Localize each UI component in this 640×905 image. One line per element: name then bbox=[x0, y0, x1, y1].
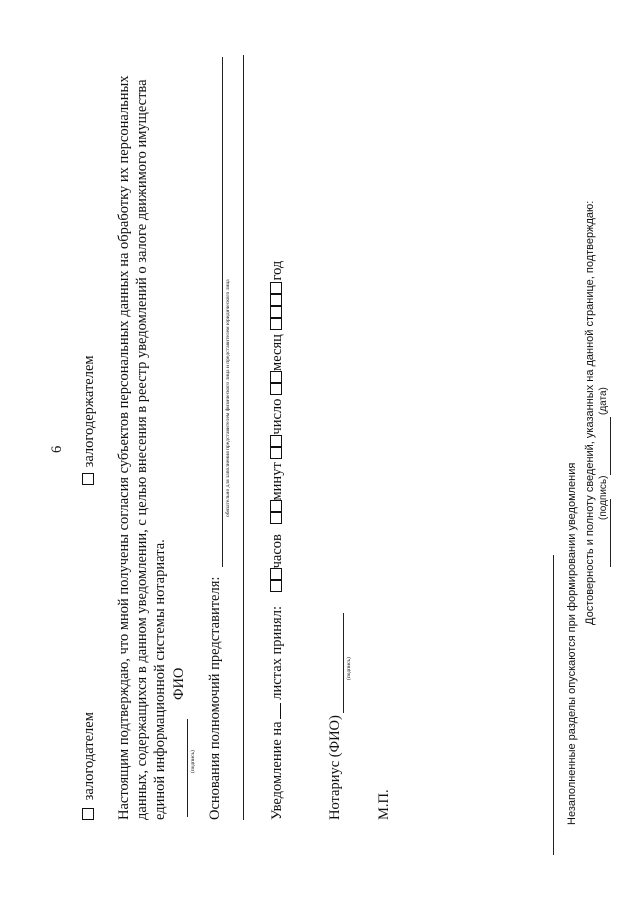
fio-label: ФИО bbox=[171, 667, 187, 700]
pledgor-checkbox[interactable] bbox=[82, 808, 94, 820]
day-digit-1[interactable] bbox=[270, 447, 282, 459]
consent-line-2: данных, содержащихся в данном уведомлении, с целью внесения в реестр уведомлений о залоге движимого имущества bbox=[134, 79, 150, 820]
consent-signature-line bbox=[187, 719, 188, 817]
omitted-sections-note: Незаполненные разделы опускаются при формировании уведомления bbox=[566, 462, 578, 825]
representative-basis-label: Основания полномочий представителя: bbox=[207, 576, 223, 820]
pledgor-label: залогодателем bbox=[81, 712, 97, 801]
month-label: месяц bbox=[269, 334, 285, 371]
consent-line-1: Настоящим подтверждаю, что мной получены согласия субъектов персональных данных на обработку их персональных bbox=[116, 75, 132, 820]
month-digit-2[interactable] bbox=[270, 371, 282, 383]
notary-fio-line[interactable] bbox=[343, 613, 344, 713]
acceptance-prefix: Уведомление на bbox=[269, 721, 285, 820]
representative-basis-line[interactable] bbox=[222, 57, 223, 567]
footer-divider bbox=[553, 555, 554, 855]
notary-label: Нотариус (ФИО) bbox=[327, 715, 343, 820]
seal-placeholder: М.П. bbox=[376, 789, 392, 820]
footer-signature-caption: (подпись) bbox=[598, 475, 609, 520]
section-divider bbox=[243, 55, 244, 820]
hours-digit-2[interactable] bbox=[270, 568, 282, 580]
representative-note: обязательно для заполнения представителем физического лица и представителем юридического лица bbox=[225, 279, 231, 517]
sheets-label: листах принял: bbox=[269, 606, 285, 700]
footer-date-caption: (дата) bbox=[598, 387, 609, 415]
year-digit-4[interactable] bbox=[270, 283, 282, 295]
page-number: 6 bbox=[49, 445, 65, 453]
pledgee-option[interactable] bbox=[80, 355, 99, 485]
confirmation-text: Достоверность и полноту сведений, указанных на данной странице, подтверждаю: bbox=[584, 200, 596, 625]
month-digit-1[interactable] bbox=[270, 383, 282, 395]
consent-signature-caption: (подпись) bbox=[190, 750, 196, 773]
day-label: число bbox=[269, 398, 285, 435]
hours-label: часов bbox=[269, 534, 285, 569]
year-digit-1[interactable] bbox=[270, 319, 282, 331]
year-digit-3[interactable] bbox=[270, 295, 282, 307]
hours-digit-1[interactable] bbox=[270, 580, 282, 592]
acceptance-row bbox=[268, 261, 287, 820]
year-digit-2[interactable] bbox=[270, 307, 282, 319]
day-digit-2[interactable] bbox=[270, 435, 282, 447]
pledgee-label: залогодержателем bbox=[81, 355, 97, 468]
minutes-label: минут bbox=[269, 462, 285, 501]
year-label: год bbox=[269, 260, 285, 281]
sheets-count-field[interactable] bbox=[279, 703, 281, 719]
pledgee-checkbox[interactable] bbox=[82, 473, 94, 485]
minutes-digit-1[interactable] bbox=[270, 513, 282, 525]
minutes-digit-2[interactable] bbox=[270, 501, 282, 513]
pledgor-option[interactable] bbox=[80, 712, 99, 820]
consent-line-3: единой информационной системы нотариата. bbox=[152, 539, 168, 820]
footer-date-line[interactable] bbox=[610, 417, 611, 475]
notary-signature-caption: (подпись) bbox=[346, 657, 352, 680]
